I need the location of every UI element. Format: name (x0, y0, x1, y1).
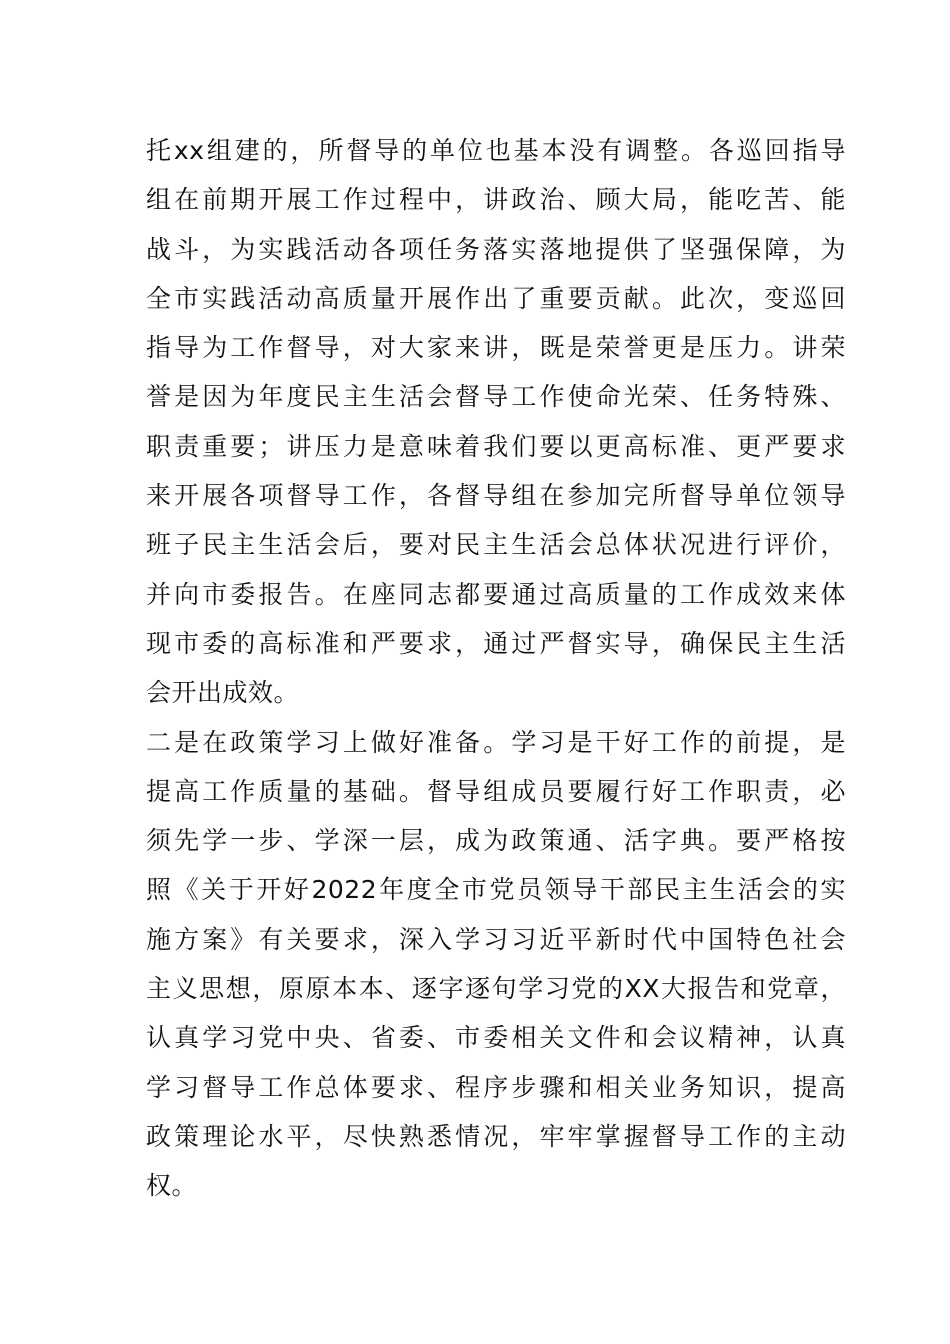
text-line: 组在前期开展工作过程中，讲政治、顾大局，能吃苦、能 (146, 185, 846, 215)
text-line: 并向市委报告。在座同志都要通过高质量的工作成效来体 (146, 579, 846, 609)
text-line: 现市委的高标准和严要求，通过严督实导，确保民主生活 (146, 628, 846, 658)
text-line: 全市实践活动高质量开展作出了重要贡献。此次，变巡回 (146, 283, 846, 313)
text-line: 施方案》有关要求，深入学习习近平新时代中国特色社会 (146, 924, 846, 954)
text-line: 来开展各项督导工作，各督导组在参加完所督导单位领导 (146, 481, 846, 511)
text-line: 班子民主生活会后，要对民主生活会总体状况进行评价， (146, 530, 846, 560)
text-line: 指导为工作督导，对大家来讲，既是荣誉更是压力。讲荣 (146, 333, 846, 363)
text-line: 政策理论水平，尽快熟悉情况，牢牢掌握督导工作的主动 (146, 1121, 846, 1151)
text-line: 会开出成效。 (146, 678, 300, 708)
text-line: 职责重要；讲压力是意味着我们要以更高标准、更严要求 (146, 431, 846, 461)
text-line: 二是在政策学习上做好准备。学习是干好工作的前提，是 (146, 727, 846, 757)
text-line: 学习督导工作总体要求、程序步骤和相关业务知识，提高 (146, 1072, 846, 1102)
text-line: 主义思想，原原本本、逐字逐句学习党的XX大报告和党章， (146, 974, 846, 1004)
text-line: 提高工作质量的基础。督导组成员要履行好工作职责，必 (146, 776, 846, 806)
text-line: 战斗，为实践活动各项任务落实落地提供了坚强保障，为 (146, 234, 846, 264)
text-line: 誉是因为年度民主生活会督导工作使命光荣、任务特殊、 (146, 382, 846, 412)
text-line: 照《关于开好2022年度全市党员领导干部民主生活会的实 (146, 875, 846, 905)
text-line: 须先学一步、学深一层，成为政策通、活字典。要严格按 (146, 826, 846, 856)
text-line: 权。 (146, 1171, 198, 1201)
text-line: 托xx组建的，所督导的单位也基本没有调整。各巡回指导 (146, 136, 846, 165)
text-line: 认真学习党中央、省委、市委相关文件和会议精神，认真 (146, 1023, 846, 1053)
body-text (146, 126, 846, 1211)
